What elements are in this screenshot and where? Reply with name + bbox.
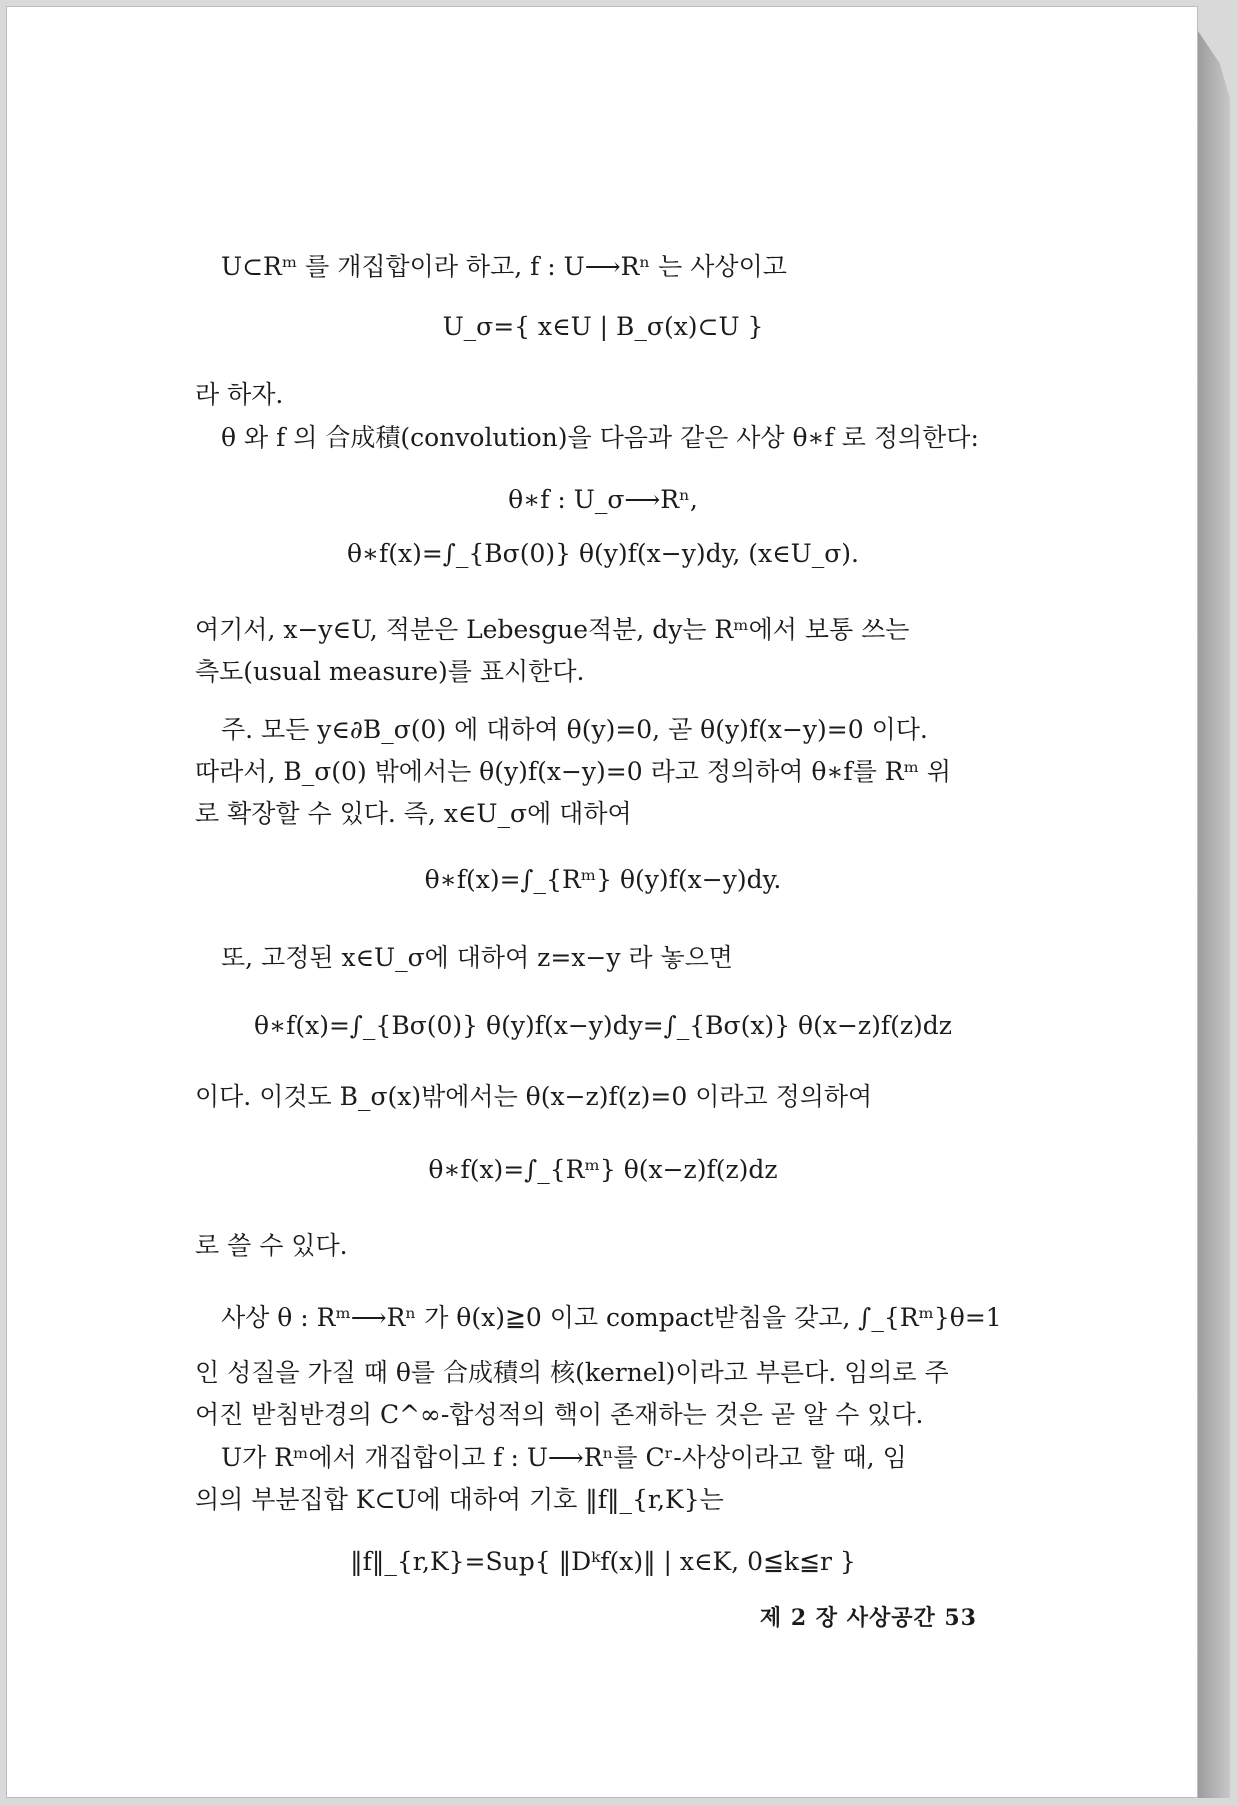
text-line: 또, 고정된 x∈U_σ에 대하여 z=x−y 라 놓으면 [221,943,733,972]
formula-line: θ∗f(x)=∫_{Rᵐ} θ(x−z)f(z)dz [428,1155,778,1184]
formula-line: θ∗f : U_σ⟶Rⁿ, [508,485,698,514]
formula-line: θ∗f(x)=∫_{Rᵐ} θ(y)f(x−y)dy. [424,865,782,894]
page-edge-shadow [1196,28,1230,1798]
text-line: 여기서, x−y∈U, 적분은 Lebesgue적분, dy는 Rᵐ에서 보통 쓰는 [195,615,910,644]
text-line: 사상 θ : Rᵐ⟶Rⁿ 가 θ(x)≧0 이고 compact받침을 갖고, ∫_{Rᵐ}θ=1 [221,1303,1002,1332]
text-line: 라 하자. [195,380,284,409]
text-line: 인 성질을 가질 때 θ를 合成積의 核(kernel)이라고 부른다. 임의로 주 [195,1358,949,1387]
text-line: 어진 받침반경의 C^∞-합성적의 핵이 존재하는 것은 곧 알 수 있다. [195,1400,924,1429]
text-line: 로 확장할 수 있다. 즉, x∈U_σ에 대하여 [195,799,632,828]
formula-line: θ∗f(x)=∫_{Bσ(0)} θ(y)f(x−y)dy=∫_{Bσ(x)} θ(x−z)f(z)dz [254,1011,952,1040]
text-line: 측도(usual measure)를 표시한다. [195,657,585,686]
text-line: U가 Rᵐ에서 개집합이고 f : U⟶Rⁿ를 Cʳ-사상이라고 할 때, 임 [221,1443,907,1472]
formula-line: ‖f‖_{r,K}=Sup{ ‖Dᵏf(x)‖ | x∈K, 0≦k≦r } [350,1547,856,1576]
page-footer: 제 2 장 사상공간 53 [759,1605,977,1631]
formula-line: θ∗f(x)=∫_{Bσ(0)} θ(y)f(x−y)dy, (x∈U_σ). [347,539,859,568]
text-line: 로 쓸 수 있다. [195,1231,348,1260]
book-page [6,6,1198,1798]
text-line: 따라서, B_σ(0) 밖에서는 θ(y)f(x−y)=0 라고 정의하여 θ∗f를 Rᵐ 위 [195,757,952,786]
text-line: 의의 부분집합 K⊂U에 대하여 기호 ‖f‖_{r,K}는 [195,1485,724,1514]
note-line: 주. 모든 y∈∂B_σ(0) 에 대하여 θ(y)=0, 곧 θ(y)f(x−y)=0 이다. [221,715,928,744]
text-line: 이다. 이것도 B_σ(x)밖에서는 θ(x−z)f(z)=0 이라고 정의하여 [195,1082,873,1111]
text-line: U⊂Rᵐ 를 개집합이라 하고, f : U⟶Rⁿ 는 사상이고 [221,252,787,281]
formula-line: U_σ={ x∈U | B_σ(x)⊂U } [442,312,764,341]
text-line: θ 와 f 의 合成積(convolution)을 다음과 같은 사상 θ∗f 로 정의한다: [221,423,979,452]
